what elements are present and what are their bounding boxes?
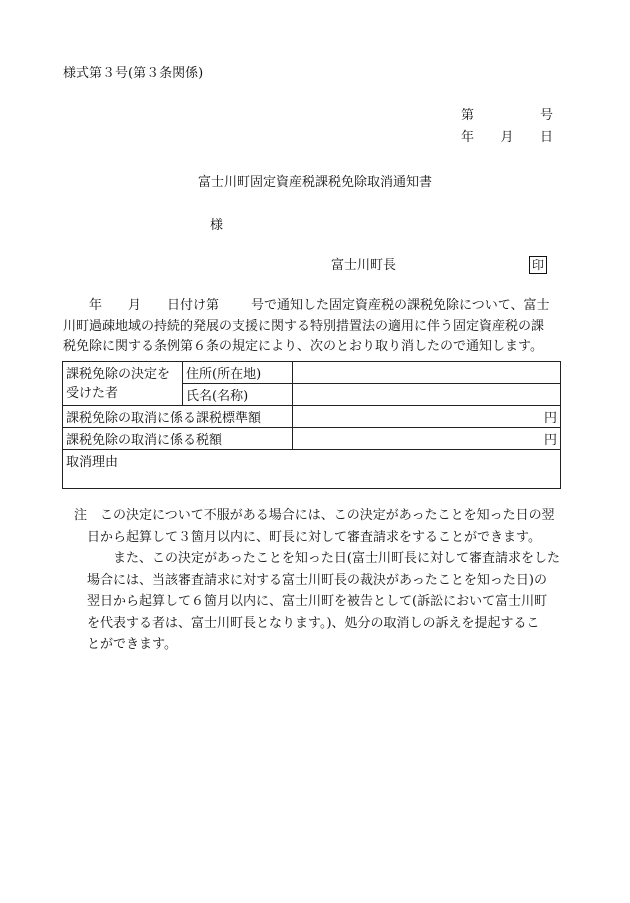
document-title: 富士川町固定資産税課税免除取消通知書 xyxy=(197,175,432,190)
note-line-4: 場合には、当該審査請求に対する富士川町長の裁決があったことを知った日)の xyxy=(87,572,547,588)
body-month: 月 xyxy=(128,298,142,313)
date-day: 日 xyxy=(539,130,553,145)
body-year: 年 xyxy=(89,298,103,313)
date-month: 月 xyxy=(500,130,514,145)
tax-base-unit-cell: 円 xyxy=(293,406,561,428)
name-value-cell xyxy=(293,384,561,406)
address-value-cell xyxy=(293,362,561,384)
addressee-honorific: 様 xyxy=(210,218,224,233)
body-line-1 xyxy=(63,296,561,317)
issuer-name: 富士川町長 xyxy=(331,258,397,273)
reason-cell: 取消理由 xyxy=(63,450,561,489)
note-line-6: を代表する者は、富士川町長となります。)、処分の取消しの訴えを提起するこ xyxy=(87,615,540,631)
note-line-7: とができます。 xyxy=(87,637,177,652)
table-row xyxy=(63,450,561,489)
body-line-3: 税免除に関する条例第６条の規定により、次のとおり取り消したので通知します。 xyxy=(63,339,543,354)
body-paragraph xyxy=(63,296,561,358)
name-label-cell: 氏名(名称) xyxy=(183,384,293,406)
doc-no-prefix: 第 xyxy=(461,108,475,123)
table-row xyxy=(63,428,561,450)
address-label-cell: 住所(所在地) xyxy=(183,362,293,384)
tax-base-label-cell: 課税免除の取消に係る課税標準額 xyxy=(63,406,293,428)
table-row xyxy=(63,406,561,428)
table-row xyxy=(63,362,561,384)
date-year: 年 xyxy=(461,130,475,145)
appeal-note xyxy=(74,505,574,656)
document-number xyxy=(461,108,553,124)
seal-stamp-box: 印 xyxy=(529,256,547,274)
form-label: 様式第３号(第３条関係) xyxy=(63,66,204,81)
recipient-label-line-1: 課税免除の決定を xyxy=(66,367,171,382)
cancellation-info-table xyxy=(62,361,561,489)
body-date-ref: 日付け第 xyxy=(167,298,220,313)
issue-date xyxy=(461,130,553,146)
note-line-1: 注 この決定について不服がある場合には、この決定があったことを知った日の翌 xyxy=(74,508,555,523)
tax-amount-label-cell: 課税免除の取消に係る税額 xyxy=(63,428,293,450)
body-line-1-rest: 号で通知した固定資産税の課税免除について、富士 xyxy=(251,298,550,313)
note-line-5: 翌日から起算して６箇月以内に、富士川町を被告として(訴訟において富士川町 xyxy=(87,594,548,609)
doc-no-suffix: 号 xyxy=(539,108,553,123)
tax-amount-unit-cell: 円 xyxy=(293,428,561,450)
note-line-3: また、この決定があったことを知った日(富士川町長に対して審査請求をした xyxy=(113,551,560,566)
recipient-label-cell xyxy=(63,362,183,406)
recipient-label-line-2: 受けた者 xyxy=(66,386,119,401)
note-line-2: 日から起算して３箇月以内に、町長に対して審査請求をすることができます。 xyxy=(87,529,541,545)
body-line-2: 川町過疎地域の持続的発展の支援に関する特別措置法の適用に伴う固定資産税の課 xyxy=(63,318,545,334)
